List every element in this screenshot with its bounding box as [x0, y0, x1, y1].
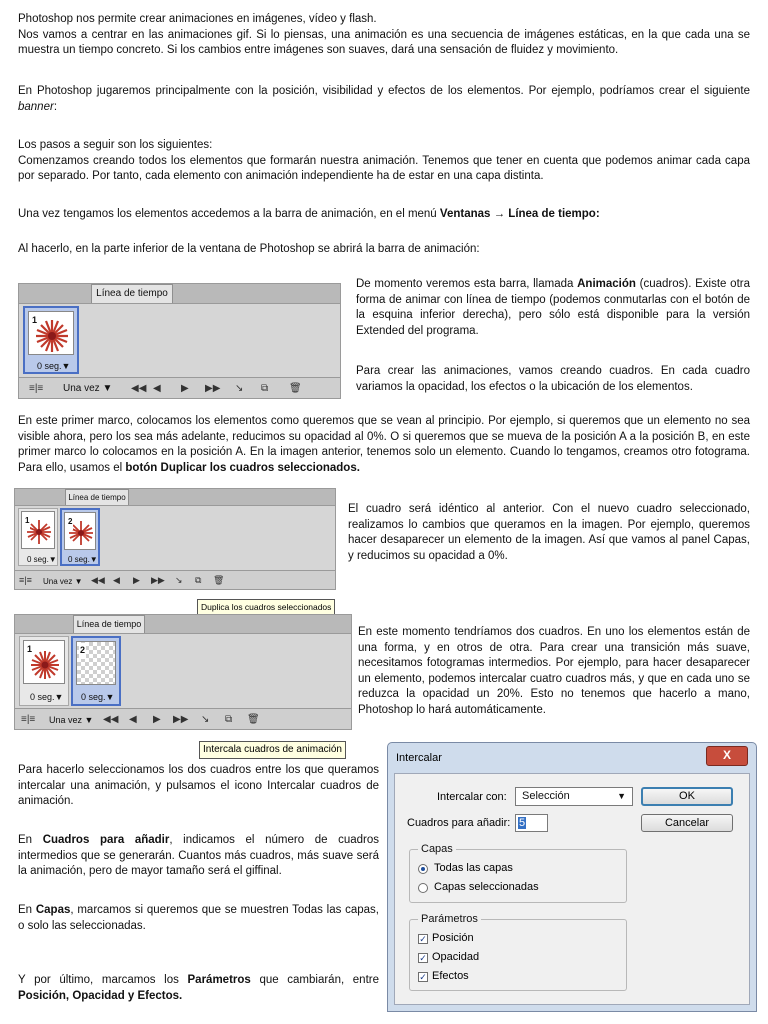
trash-icon[interactable]: 🗑: [289, 383, 302, 394]
transition-paragraph: En este momento tendríamos dos cuadros. En uno los elementos están de una forma, y en otros de otra. Para crear una transición más suave, necesitamos fotogramas intermedios. Por ejemplo, para hacer desaparecer un elemento, podemos intercalar cuatro cuadros más, y que en cada uno se reduzca la opacidad un 20%. Esto no tenemos que hacerlo a mano, Photoshop lo hará automáticamente.: [358, 626, 750, 716]
previous-frame-icon[interactable]: ◀: [129, 714, 137, 725]
layers-term: Capas: [35, 904, 71, 916]
effects-label: Efectos: [432, 970, 469, 982]
params-legend: Parámetros: [418, 912, 481, 928]
next-frame-icon[interactable]: ▶▶: [151, 575, 165, 585]
duplicate-paragraph: El cuadro será idéntico al anterior. Con el nuevo cuadro seleccionado, realizamos lo cambios que queramos en la imagen. Por ejemplo, queremos hacer desaparecer un elemento de la imagen. Así que vamos al panel Capas, y reducimos su opacidad a 0%.: [348, 503, 750, 562]
intro-line-1: Photoshop nos permite crear animaciones en imágenes, vídeo y flash.: [18, 13, 377, 25]
banner-paragraph-text: En Photoshop jugaremos principalmente con la posición, visibilidad y efectos de los elementos. Por ejemplo, podríamos crear el siguiente: [18, 85, 750, 97]
intercalar-dialog: [387, 742, 757, 1012]
params-paragraph: [18, 973, 379, 1004]
all-layers-label: Todas las capas: [434, 862, 513, 874]
layers-text-b: , marcamos si queremos que se muestren Todas las capas, o solo las seleccionadas.: [18, 904, 379, 932]
intro-line-2: Nos vamos a centrar en las animaciones gif. Si lo piensas, una animación es una secuencia de imágenes estáticas, en la que cada una se muestra un tiempo concreto. Si los cambios entre imágenes son suaves, dará una sensación de fluidez y movimiento.: [18, 28, 750, 56]
layers-text-a: En: [18, 904, 36, 916]
frame-thumbnail: [23, 640, 65, 684]
timeline-toolbar: [15, 570, 335, 589]
frames-to-add-paragraph: [18, 833, 379, 880]
frame-delay[interactable]: 0 seg.▼: [68, 555, 98, 564]
frames-paragraph: Para crear las animaciones, vamos creando cuadros. En cada cuadro variamos la opacidad, los efectos o la ubicación de los elementos.: [356, 365, 750, 393]
tween-icon[interactable]: ↘: [201, 714, 210, 725]
loop-select[interactable]: Una vez ▼: [43, 577, 83, 586]
play-icon[interactable]: ▶: [133, 575, 140, 585]
timeline-toolbar: [19, 377, 340, 398]
previous-frame-icon[interactable]: ◀: [113, 575, 120, 585]
convert-timeline-icon[interactable]: ≡|≡: [19, 575, 32, 585]
params-group: [409, 913, 627, 991]
params-text-b: que cambiarán, entre: [250, 974, 380, 986]
play-icon[interactable]: ▶: [181, 383, 189, 394]
frame-thumbnail: [28, 311, 74, 355]
frame-number: 1: [24, 513, 30, 529]
loop-select[interactable]: Una vez ▼: [49, 715, 94, 725]
selected-layers-radio[interactable]: [418, 883, 428, 893]
layers-group: [409, 843, 627, 903]
next-frame-icon[interactable]: ▶▶: [205, 383, 221, 394]
timeline-tab[interactable]: Línea de tiempo: [65, 489, 129, 505]
frame-delay[interactable]: 0 seg.▼: [81, 692, 115, 702]
timeline-tabbar: [15, 489, 335, 506]
chevron-down-icon: ▼: [617, 791, 626, 801]
intercalar-value: Selección: [522, 790, 570, 802]
frames-to-add-input[interactable]: [515, 814, 548, 832]
layers-paragraph: [18, 903, 379, 934]
banner-word: banner: [18, 100, 54, 113]
frame-delay[interactable]: 0 seg.▼: [30, 692, 64, 702]
select-frames-paragraph: Para hacerlo seleccionamos los dos cuadros entre los que queramos intercalar una animación, y pulsamos el icono Intercalar cuadros de animación.: [18, 764, 379, 807]
convert-timeline-icon[interactable]: ≡|≡: [21, 714, 36, 725]
timeline-tab[interactable]: Línea de tiempo: [73, 615, 145, 633]
animation-frame-selected[interactable]: [71, 636, 121, 706]
close-button[interactable]: X: [706, 746, 748, 766]
tween-icon[interactable]: ↘: [175, 575, 183, 585]
tooltip-duplicate: Duplica los cuadros seleccionados: [197, 599, 335, 617]
layers-legend: Capas: [418, 842, 456, 858]
position-label: Posición: [432, 932, 474, 944]
next-frame-icon[interactable]: ▶▶: [173, 714, 189, 725]
animation-frame-selected[interactable]: [60, 508, 100, 566]
params-list: Posición, Opacidad y Efectos.: [18, 989, 183, 1002]
animation-paragraph: [356, 277, 750, 339]
steps-text: Comenzamos creando todos los elementos que formarán nuestra animación. Tenemos que tener en cuenta que podemos animar cada capa por separado. Por tanto, cada elemento con animación independiente ha de estar en una capa distinta.: [18, 154, 750, 182]
banner-paragraph: [18, 84, 750, 115]
play-icon[interactable]: ▶: [153, 714, 161, 725]
duplicate-frame-icon[interactable]: ⧉: [195, 575, 202, 585]
intro-block: [18, 12, 750, 59]
timeline-panel-2: [14, 488, 336, 590]
frame-thumbnail: [21, 511, 55, 549]
frame-number: 1: [26, 642, 33, 658]
first-frame-icon[interactable]: ◀◀: [91, 575, 105, 585]
animation-word: Animación: [577, 278, 636, 290]
convert-timeline-icon[interactable]: ≡|≡: [29, 383, 44, 394]
position-checkbox[interactable]: ✓: [419, 934, 427, 944]
animation-paragraph-text: De momento veremos esta barra, llamada: [356, 278, 578, 290]
frame-number: 2: [79, 643, 86, 659]
animation-frame[interactable]: [18, 508, 58, 566]
frames-to-add-label: Cuadros para añadir:: [407, 817, 511, 829]
steps-heading: Los pasos a seguir son los siguientes:: [18, 139, 213, 151]
cancel-button[interactable]: Cancelar: [641, 814, 733, 832]
timeline-tabbar: [19, 284, 340, 304]
steps-block: [18, 138, 750, 185]
timeline-tabbar: [15, 615, 351, 634]
selected-layers-label: Capas seleccionadas: [434, 881, 539, 893]
trash-icon[interactable]: 🗑: [247, 714, 260, 725]
frame-number: 2: [67, 514, 73, 530]
bar-paragraph: Al hacerlo, en la parte inferior de la ventana de Photoshop se abrirá la barra de animación:: [18, 243, 480, 255]
opacity-checkbox[interactable]: ✓: [419, 953, 427, 963]
frame-thumbnail: [64, 512, 96, 550]
first-frame-icon[interactable]: ◀◀: [103, 714, 119, 725]
animation-paragraph-rest: (cuadros). Existe otra forma de animar con línea de tiempo (podemos conmutarlas con el botón de la esquina inferior derecha), pero sólo está disponible para la versión Extended del programa.: [356, 278, 750, 337]
frame-delay[interactable]: 0 seg.▼: [37, 361, 71, 371]
first-frame-icon[interactable]: ◀◀: [131, 383, 147, 394]
first-frame-paragraph: [18, 414, 750, 476]
first-frame-paragraph-text: En este primer marco, colocamos los elementos como queremos que se vean al principio. Por ejemplo, si queremos que un elemento no sea visible ahora, pero los sea más adelante, reducimos su opacidad al 0%. O si queremos que se mueva de la posición A a la posición B, en este primer marco lo colocamos en la posición A. En la imagen anterior, tenemos solo un elemento. Cuando lo tengamos, creamos otro fotograma. Para ello, usamos el: [18, 415, 750, 474]
animation-frame[interactable]: [19, 636, 69, 706]
timeline-toolbar: [15, 708, 351, 729]
timeline-tab[interactable]: Línea de tiempo: [91, 284, 173, 303]
opacity-label: Opacidad: [432, 951, 480, 963]
duplicate-button-mention: botón Duplicar los cuadros seleccionados.: [125, 461, 360, 474]
previous-frame-icon[interactable]: ◀: [153, 383, 161, 394]
frames-to-add-value: 5: [519, 817, 526, 829]
banner-paragraph-end: :: [53, 100, 58, 113]
ok-button[interactable]: OK: [641, 787, 733, 806]
dialog-body: [394, 773, 750, 1005]
frames-to-add-text-b: , indicamos el número de cuadros intermedios que se generarán. Cuantos más cuadros, más suave será la animación, pero de mayor tamaño será el giffinal.: [18, 834, 380, 877]
frame-delay[interactable]: 0 seg.▼: [27, 555, 57, 564]
duplicate-frame-icon[interactable]: ⧉: [225, 714, 233, 725]
frame-number: 1: [31, 313, 38, 329]
tween-icon[interactable]: ↘: [235, 383, 244, 394]
menu-paragraph: [18, 207, 750, 223]
timeline-panel-1: [18, 283, 341, 399]
loop-select[interactable]: Una vez ▼: [63, 383, 113, 394]
intercalar-select[interactable]: [515, 787, 633, 806]
dialog-title: Intercalar: [396, 752, 442, 764]
timeline-panel-3: [14, 614, 352, 730]
tooltip-tween: Intercala cuadros de animación: [199, 741, 346, 759]
menu-path: Ventanas → Línea de tiempo:: [439, 208, 600, 220]
frames-to-add-term: Cuadros para añadir: [42, 834, 170, 846]
frame-thumbnail-transparent: [76, 641, 116, 685]
frames-to-add-text-a: En: [18, 834, 43, 846]
duplicate-frame-icon[interactable]: ⧉: [261, 383, 269, 394]
trash-icon[interactable]: 🗑: [213, 575, 225, 585]
animation-frame[interactable]: [23, 306, 79, 374]
all-layers-radio[interactable]: [418, 864, 428, 874]
effects-checkbox[interactable]: ✓: [419, 972, 427, 982]
intercalar-label: Intercalar con:: [437, 791, 507, 803]
menu-paragraph-text: Una vez tengamos los elementos accedemos a la barra de animación, en el menú: [18, 208, 440, 220]
params-term: Parámetros: [187, 974, 251, 986]
params-text-a: Y por último, marcamos los: [18, 974, 188, 986]
